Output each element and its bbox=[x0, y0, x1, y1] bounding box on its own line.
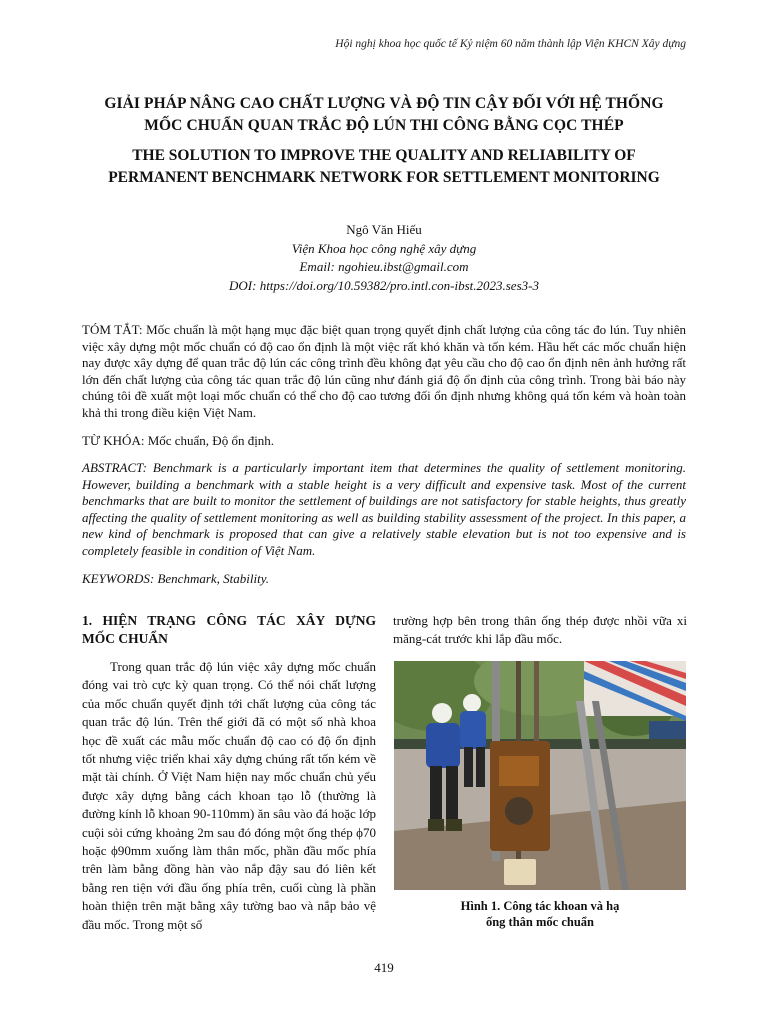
english-title bbox=[60, 145, 708, 189]
en-title-line2: PERMANENT BENCHMARK NETWORK FOR SETTLEMENT MONITORING bbox=[108, 169, 660, 186]
author-block bbox=[0, 221, 768, 295]
title-block bbox=[60, 93, 708, 189]
right-column bbox=[393, 612, 687, 649]
left-column bbox=[82, 612, 376, 934]
vn-title-line2: MỐC CHUẨN QUAN TRẮC ĐỘ LÚN THI CÔNG BẰNG CỌC THÉP bbox=[144, 117, 624, 134]
paragraph-continuation: trường hợp bên trong thân ống thép được nhồi vữa xi măng-cát trước khi lắp đầu mốc. bbox=[393, 613, 687, 647]
keywords-english: KEYWORDS: Benchmark, Stability. bbox=[82, 571, 270, 586]
page-number: 419 bbox=[374, 960, 394, 975]
caption-line2: ống thân mốc chuẩn bbox=[485, 915, 594, 929]
keywords-vietnamese: TỪ KHÓA: Mốc chuẩn, Độ ổn định. bbox=[82, 433, 275, 448]
figure-caption bbox=[393, 898, 687, 930]
en-title-line1: THE SOLUTION TO IMPROVE THE QUALITY AND RELIABILITY OF bbox=[132, 147, 636, 164]
abstract-english: ABSTRACT: Benchmark is a particularly important item that determines the quality of settlement monitoring. However, building a benchmark with a stable height is a very difficult and expensive task. Most of the current benchmarks that are built to monitor the settlement of buildings are not satisfactory for stable heights, thus greatly affecting the quality of settlement monitoring as well as building stability assessment of the project. In this paper, a new kind of benchmark is proposed that can give a relatively stable elevation but is not too expensive and is completely feasible in condition of Việt Nam. bbox=[82, 460, 686, 558]
section-heading-line1: 1. HIỆN TRẠNG CÔNG TÁC XÂY DỰNG bbox=[82, 613, 376, 628]
running-header: Hội nghị khoa học quốc tế Kỷ niệm 60 năm thành lập Viện KHCN Xây dựng bbox=[335, 38, 686, 50]
vn-title-line1: GIẢI PHÁP NÂNG CAO CHẤT LƯỢNG VÀ ĐỘ TIN CẬY ĐỐI VỚI HỆ THỐNG bbox=[104, 95, 664, 112]
abstract-vietnamese: TÓM TẮT: Mốc chuẩn là một hạng mục đặc biệt quan trọng quyết định chất lượng của công tác đo lún. Tuy nhiên việc xây dựng một mốc chuẩn có độ cao ổn định là một việc rất khó khăn và tốn kém. Hầu hết các mốc chuẩn hiện nay được xây dựng để quan trắc độ lún các công trình đều không đạt yêu cầu cho độ cao ổn định nên ảnh hưởng rất lớn đến chất lượng của công tác quan trắc độ lún cũng như đánh giá độ ổn định của công trình. Trong bài báo này chúng tôi đề xuất một loại mốc chuẩn có thể cho độ cao tương đối ổn định nhưng không quá tốn kém và hoàn toàn khả thi trong điều kiện Việt Nam. bbox=[82, 322, 686, 420]
drilling-photo bbox=[394, 661, 686, 890]
caption-line1: Hình 1. Công tác khoan và hạ bbox=[460, 899, 620, 913]
section-heading-line2: MỐC CHUẨN bbox=[82, 631, 168, 646]
section-paragraph: Trong quan trắc độ lún việc xây dựng mốc chuẩn đóng vai trò cực kỳ quan trọng. Có thể nói chất lượng của mốc chuẩn quyết định tới chất lượng của công tác quan trắc độ lún. Trên thế giới đã có một số nhà khoa học đề xuất các mẫu mốc chuẩn độ cao có độ ổn định tốt nhưng việc triển khai xây dựng chúng rất tốn kém về mặt tài chính. Ở Việt Nam hiện nay mốc chuẩn chủ yếu được xây dựng bằng cách khoan tạo lỗ (thường là đường kính lỗ khoan 90-110mm) ăn sâu vào đá hoặc lớp cuội sỏi cứng khoảng 2m sau đó đóng một ống thép ϕ70 hoặc ϕ90mm xuống làm thân mốc, phần đầu mốc phía trên làm bằng đồng hàn vào nắp đậy sau đó liên kết bằng ren tiện với đầu ống phía trên, cuối cùng là phần hoàn thiện trên mặt bằng xây tường bao và nắp bảo vệ đầu mốc. Trong một số bbox=[82, 659, 376, 932]
author-affiliation: Viện Khoa học công nghệ xây dựng bbox=[291, 240, 477, 256]
author-email: Email: ngohieu.ibst@gmail.com bbox=[299, 259, 469, 274]
section-heading bbox=[82, 612, 376, 648]
vietnamese-title bbox=[60, 93, 708, 137]
doi-link[interactable]: DOI: https://doi.org/10.59382/pro.intl.con-ibst.2023.ses3-3 bbox=[229, 277, 539, 293]
author-name: Ngô Văn Hiếu bbox=[346, 222, 422, 237]
